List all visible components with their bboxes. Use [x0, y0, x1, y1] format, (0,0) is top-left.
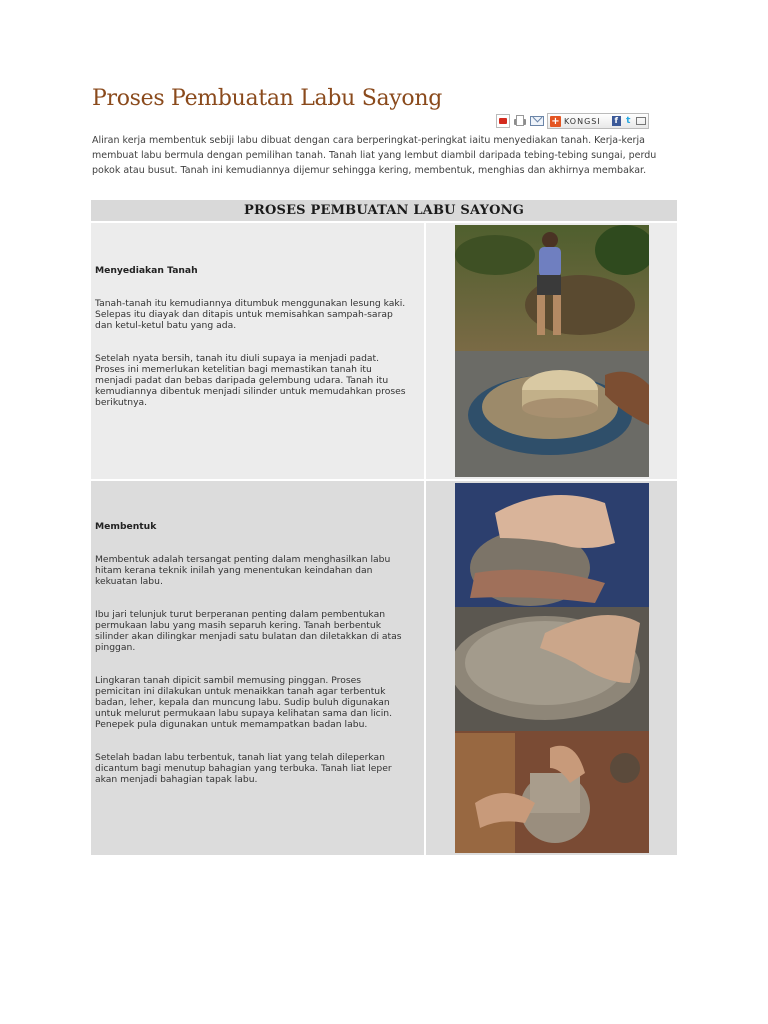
section-image-cell [426, 481, 677, 855]
share-label: KONGSI [564, 116, 601, 126]
section-text-cell [91, 223, 424, 479]
section-paragraph: Lingkaran tanah dipicit sambil memusing pinggan. Proses pemicitan ini dilakukan untuk menaikkan tanah agar terbentuk badan, leher, kepala dan muncung labu. Sudip buluh digunakan untuk melurut permukaan labu supaya kelihatan sama dan licin. Penepek pula digunakan untuk memampatkan badan labu. [95, 675, 393, 730]
share-plus-icon: + [551, 115, 560, 127]
print-icon[interactable] [513, 114, 527, 128]
section-image-cell [426, 223, 677, 479]
section-paragraph: Setelah badan labu terbentuk, tanah liat yang telah dileperkan dicantum bagi menutup bahagian yang terbuka. Tanah liat leper akan menjadi bahagian tapak labu. [95, 752, 392, 785]
table-header: PROSES PEMBUATAN LABU SAYONG [91, 200, 677, 221]
facebook-icon[interactable]: f [612, 116, 621, 126]
section-title: Membentuk [95, 521, 157, 532]
twitter-icon[interactable]: t [626, 116, 631, 126]
table-row [91, 223, 677, 479]
section-paragraph: Setelah nyata bersih, tanah itu diuli supaya ia menjadi padat. Proses ini memerlukan ketelitian bagi memastikan tanah itu menjadi padat dan bebas daripada gelembung udara. Tanah itu kemudiannya dibentuk menjadi silinder untuk memudahkan proses berikutnya. [95, 353, 406, 408]
clay-preparation-photo [455, 225, 649, 477]
share-toolbar [496, 113, 649, 129]
page-title: Proses Pembuatan Labu Sayong [92, 86, 443, 111]
section-title: Menyediakan Tanah [95, 265, 198, 276]
table-row [91, 481, 677, 855]
mail-icon[interactable] [530, 116, 544, 126]
share-button[interactable] [547, 113, 649, 129]
section-text-cell [91, 481, 424, 855]
pdf-icon[interactable] [496, 114, 510, 128]
intro-paragraph: Aliran kerja membentuk sebiji labu dibuat dengan cara berperingkat-peringkat iaitu menyediakan tanah. Kerja-kerja membuat labu bermula dengan pemilihan tanah. Tanah liat yang lembut diambil daripada tebing-tebing sungai, perdu pokok atau busut. Tanah ini kemudiannya dijemur sehingga kering, membentuk, menghias dan akhirnya membakar. [92, 135, 657, 176]
section-paragraph: Ibu jari telunjuk turut berperanan penting dalam pembentukan permukaan labu yang masih separuh kering. Tanah berbentuk silinder akan dilingkar menjadi satu bulatan dan diletakkan di atas pinggan. [95, 609, 402, 653]
section-paragraph: Tanah-tanah itu kemudiannya ditumbuk menggunakan lesung kaki. Selepas itu diayak dan ditapis untuk memisahkan sampah-sarap dan ketul-ketul batu yang ada. [95, 298, 406, 331]
process-table [89, 198, 679, 857]
shaping-photo [455, 483, 649, 853]
section-paragraph: Membentuk adalah tersangat penting dalam menghasilkan labu hitam kerana teknik inilah yang menentukan keindahan dan kekuatan labu. [95, 554, 391, 587]
email-icon[interactable] [636, 117, 646, 125]
